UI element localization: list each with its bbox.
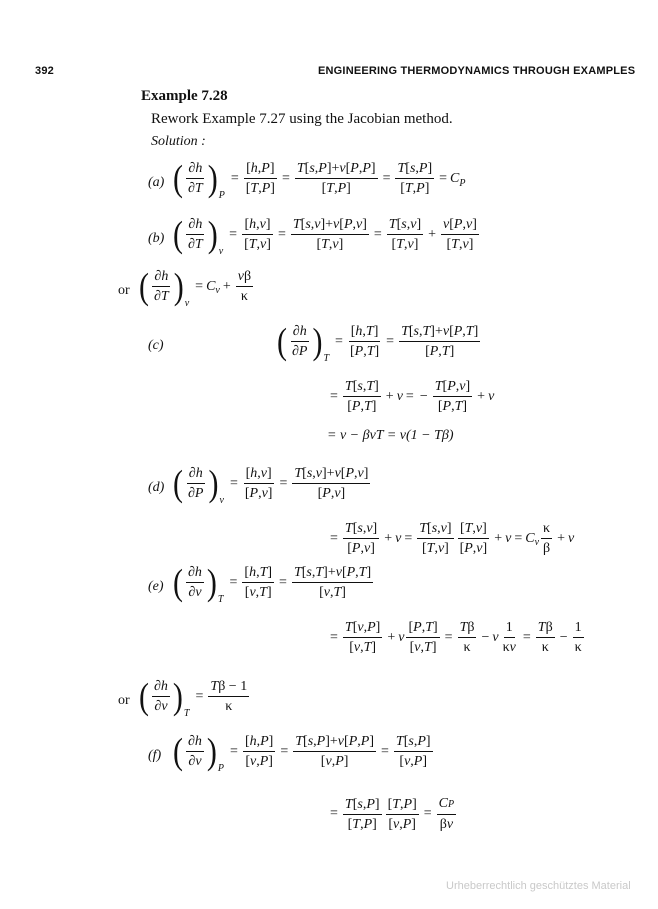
equation-c-line3: = v − βvT = v(1 − Tβ) bbox=[327, 428, 454, 443]
label-d: (d) bbox=[148, 480, 165, 495]
or-2: or bbox=[118, 693, 130, 708]
equation-e-result: ( $\frac{\partial h}{\partial v}$ ) T = $\frac{T\beta - 1}{\kappa}$ bbox=[139, 675, 248, 719]
page-number: 392 bbox=[35, 65, 54, 77]
equation-a: ( $\frac{\partial h}{\partial T}$ ) P = $\frac{[h,P]}{[T,P]}$ = $\frac{T[s,P]+v[P,P]}{[T,P]}$ = $\frac{T[s,P]}{[T,P]}$ = C P bbox=[173, 157, 466, 201]
equation-d-line2: = $\frac{T[s,v]}{[P,v]}$ + v = $\frac{T[s,v]}{[T,v]}$ $\frac{[T,v]}{[P,v]}$ + v = C v $\frac{\kappa}{\beta}$ + v bbox=[330, 521, 575, 556]
equation-e-line2: = $\frac{T[v,P]}{[v,T]}$ + v $\frac{[P,T]}{[v,T]}$ = $\frac{T\beta}{\kappa}$ − v $\frac{1}{\kappa v}$ = $\frac{T\beta}{\kappa}$ − $\frac{1}{\kappa}$ bbox=[330, 620, 582, 655]
label-c: (c) bbox=[148, 338, 164, 353]
equation-c-line2: = $\frac{T[s,T]}{[P,T]}$ + v = − $\frac{T[P,v]}{[P,T]}$ + v bbox=[330, 379, 495, 414]
equation-d-line1: ( $\frac{\partial h}{\partial P}$ ) v = $\frac{[h,v]}{[P,v]}$ = $\frac{T[s,v]+v[P,v]}{[P,v]}$ bbox=[173, 462, 369, 506]
running-title: ENGINEERING THERMODYNAMICS THROUGH EXAMPLES bbox=[318, 65, 636, 77]
example-statement: Rework Example 7.27 using the Jacobian method. bbox=[151, 111, 453, 127]
example-title: Example 7.28 bbox=[141, 88, 228, 104]
label-a: (a) bbox=[148, 175, 165, 190]
watermark: Urheberrechtlich geschütztes Material bbox=[446, 880, 631, 892]
equation-b-result: ( $\frac{\partial h}{\partial T}$ ) v = C v + $\frac{v\beta}{\kappa}$ bbox=[139, 265, 252, 309]
label-f: (f) bbox=[148, 748, 162, 763]
or-1: or bbox=[118, 283, 130, 298]
equation-f-line2: = $\frac{T[s,P]}{[T,P]}$ $\frac{[T,P]}{[v,P]}$ = $\frac{CP}{\beta v}$ bbox=[330, 796, 455, 832]
solution-label: Solution : bbox=[151, 134, 206, 149]
label-e: (e) bbox=[148, 579, 164, 594]
label-b: (b) bbox=[148, 231, 165, 246]
equation-f-line1: ( $\frac{\partial h}{\partial v}$ ) P = $\frac{[h,P]}{[v,P]}$ = $\frac{T[s,P]+v[P,P]}{[v,P]}$ = $\frac{T[s,P]}{[v,P]}$ bbox=[173, 730, 431, 774]
equation-e-line1: ( $\frac{\partial h}{\partial v}$ ) T = $\frac{[h,T]}{[v,T]}$ = $\frac{T[s,T]+v[P,T]}{[v,T]}$ bbox=[173, 561, 372, 605]
equation-b: ( $\frac{\partial h}{\partial T}$ ) v = $\frac{[h,v]}{[T,v]}$ = $\frac{T[s,v]+v[P,v]}{[T,v]}$ = $\frac{T[s,v]}{[T,v]}$ + $\frac{v[P,v]}{[T,v]}$ bbox=[173, 213, 477, 257]
equation-c-line1: ( $\frac{\partial h}{\partial P}$ ) T = $\frac{[h,T]}{[P,T]}$ = $\frac{T[s,T]+v[P,T]}{[P,T]}$ bbox=[277, 320, 479, 364]
